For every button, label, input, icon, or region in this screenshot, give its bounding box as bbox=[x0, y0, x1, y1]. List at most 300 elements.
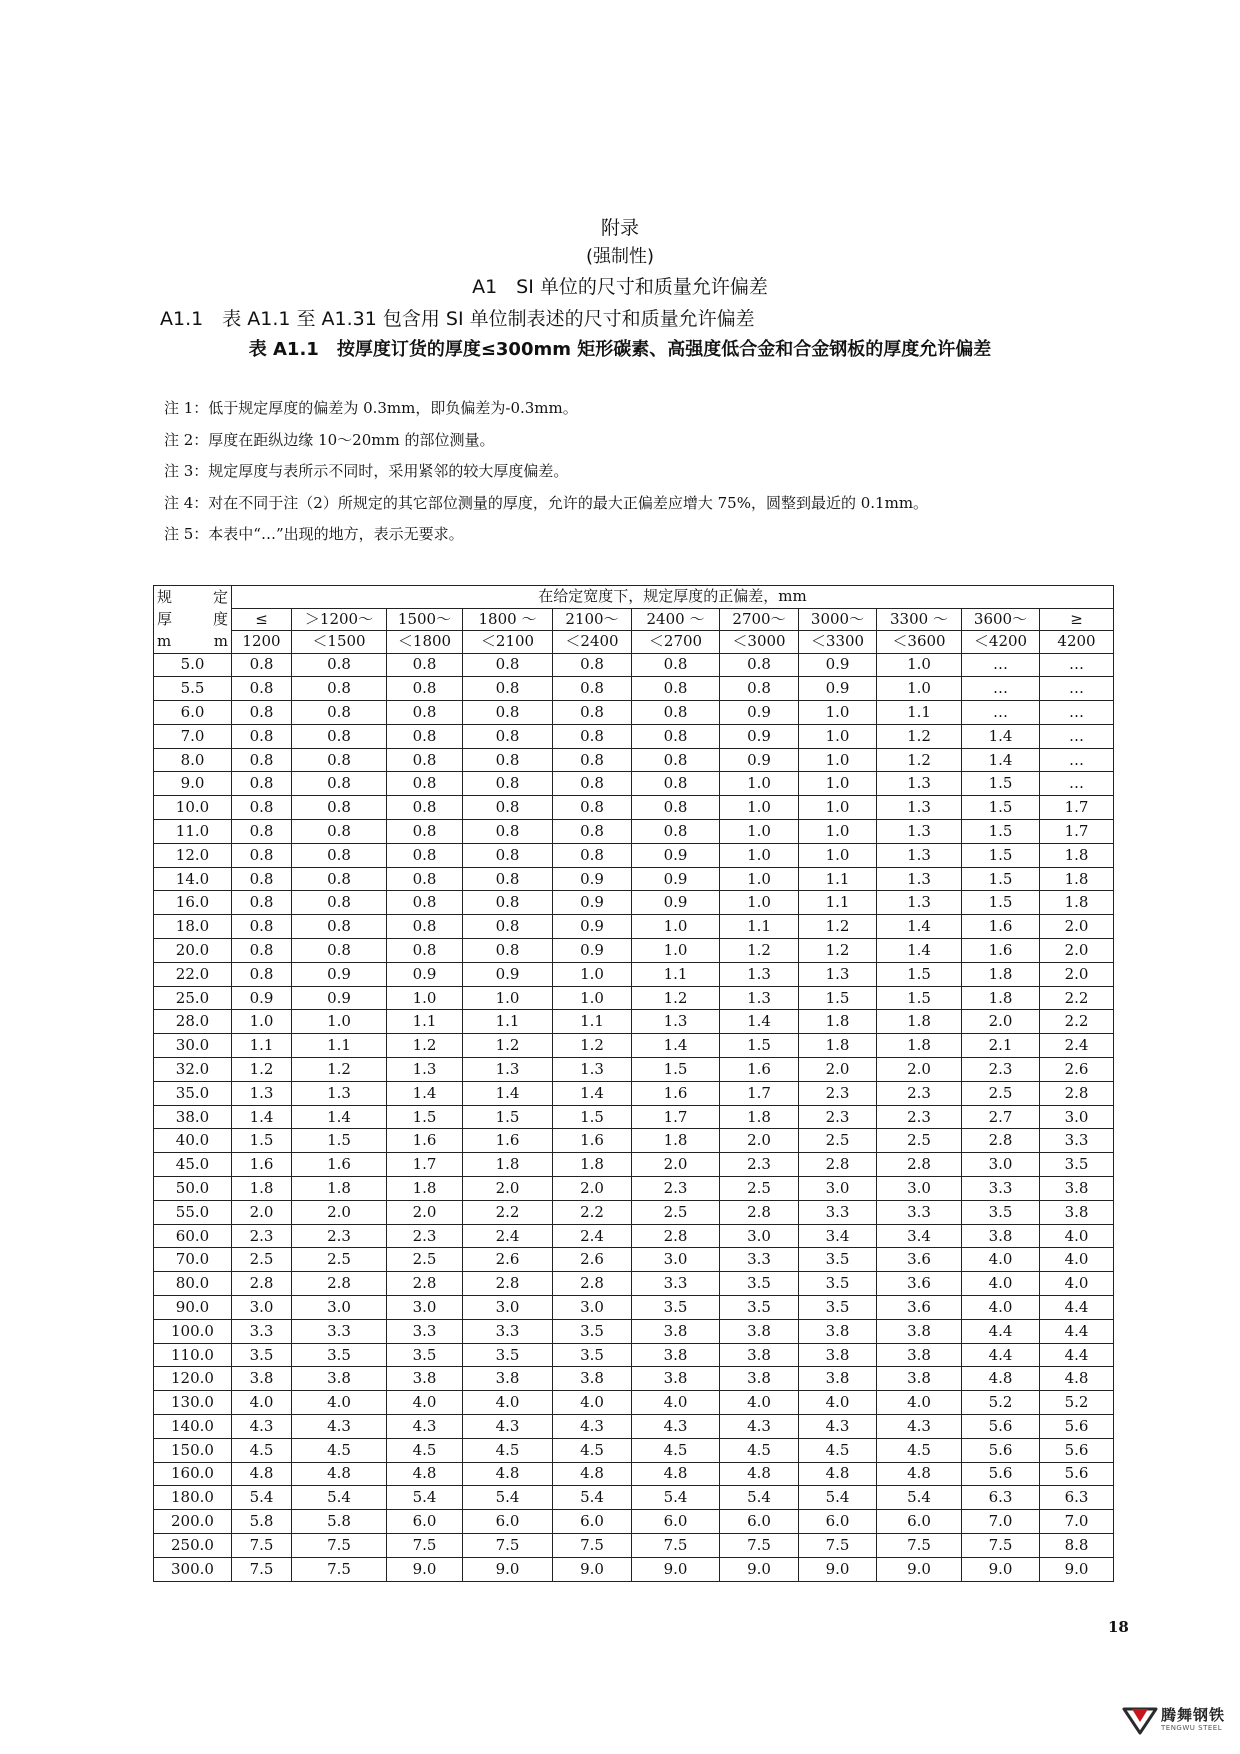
tolerance-cell: 2.8 bbox=[463, 1272, 553, 1296]
tolerance-cell: 2.5 bbox=[232, 1248, 292, 1272]
tolerance-cell: 3.0 bbox=[387, 1296, 463, 1320]
table-body bbox=[154, 586, 1114, 1582]
width-col-header: ＜2400 bbox=[553, 631, 632, 654]
tolerance-cell: 2.0 bbox=[292, 1200, 387, 1224]
tolerance-cell: 1.0 bbox=[799, 748, 877, 772]
tolerance-cell: 0.8 bbox=[232, 653, 292, 677]
thickness-cell: 30.0 bbox=[154, 1034, 232, 1058]
tolerance-cell: 0.8 bbox=[387, 843, 463, 867]
tolerance-cell: 3.3 bbox=[232, 1319, 292, 1343]
corner-line bbox=[157, 630, 228, 652]
tolerance-cell: 4.4 bbox=[962, 1319, 1040, 1343]
tolerance-cell: 3.5 bbox=[1040, 1153, 1114, 1177]
tolerance-cell: 1.8 bbox=[962, 962, 1040, 986]
tolerance-cell: 0.8 bbox=[292, 701, 387, 725]
tolerance-cell: 1.7 bbox=[720, 1081, 799, 1105]
tolerance-cell: 1.1 bbox=[553, 1010, 632, 1034]
tolerance-cell: 1.1 bbox=[232, 1034, 292, 1058]
tolerance-cell: 1.2 bbox=[877, 724, 962, 748]
tolerance-cell: 3.6 bbox=[877, 1272, 962, 1296]
tolerance-cell: 0.8 bbox=[463, 772, 553, 796]
width-col-header: ＜3300 bbox=[799, 631, 877, 654]
tolerance-cell: 2.5 bbox=[387, 1248, 463, 1272]
tolerance-cell: 9.0 bbox=[463, 1557, 553, 1581]
tolerance-cell: 1.0 bbox=[387, 986, 463, 1010]
tolerance-cell: 3.8 bbox=[553, 1367, 632, 1391]
tolerance-cell: 0.8 bbox=[632, 820, 720, 844]
table-row bbox=[154, 701, 1114, 725]
tolerance-cell: 3.8 bbox=[720, 1319, 799, 1343]
tolerance-cell: 1.4 bbox=[553, 1081, 632, 1105]
tolerance-cell: 6.0 bbox=[632, 1510, 720, 1534]
tolerance-cell: 0.8 bbox=[463, 891, 553, 915]
tolerance-cell: 2.5 bbox=[632, 1200, 720, 1224]
tolerance-cell: 3.0 bbox=[232, 1296, 292, 1320]
tolerance-cell: 4.4 bbox=[1040, 1319, 1114, 1343]
tolerance-cell: 0.8 bbox=[553, 796, 632, 820]
tolerance-cell: 4.0 bbox=[962, 1248, 1040, 1272]
thickness-cell: 16.0 bbox=[154, 891, 232, 915]
tolerance-cell: 1.0 bbox=[632, 939, 720, 963]
tolerance-cell: 1.3 bbox=[877, 772, 962, 796]
tolerance-cell: 4.0 bbox=[387, 1391, 463, 1415]
tolerance-cell: … bbox=[1040, 772, 1114, 796]
thickness-cell: 9.0 bbox=[154, 772, 232, 796]
tolerance-cell: 2.3 bbox=[799, 1105, 877, 1129]
tolerance-cell: 3.0 bbox=[720, 1224, 799, 1248]
tolerance-cell: 3.5 bbox=[463, 1343, 553, 1367]
tolerance-cell: 5.2 bbox=[962, 1391, 1040, 1415]
tolerance-cell: 1.8 bbox=[232, 1177, 292, 1201]
corner-char: m bbox=[157, 632, 172, 651]
tolerance-cell: 0.8 bbox=[553, 724, 632, 748]
tolerance-cell: 3.5 bbox=[962, 1200, 1040, 1224]
tolerance-cell: 3.0 bbox=[463, 1296, 553, 1320]
tolerance-cell: 3.8 bbox=[877, 1367, 962, 1391]
mandatory-label: (强制性) bbox=[585, 246, 655, 267]
thickness-cell: 7.0 bbox=[154, 724, 232, 748]
tolerance-cell: 6.0 bbox=[463, 1510, 553, 1534]
tolerance-cell: 0.8 bbox=[553, 677, 632, 701]
tolerance-cell: 2.0 bbox=[962, 1010, 1040, 1034]
tolerance-cell: 1.1 bbox=[632, 962, 720, 986]
tolerance-cell: 0.8 bbox=[292, 939, 387, 963]
tolerance-cell: 1.4 bbox=[962, 724, 1040, 748]
tolerance-cell: 1.4 bbox=[720, 1010, 799, 1034]
thickness-cell: 250.0 bbox=[154, 1533, 232, 1557]
tolerance-cell: 2.0 bbox=[632, 1153, 720, 1177]
tolerance-cell: 0.9 bbox=[463, 962, 553, 986]
tolerance-cell: 7.5 bbox=[799, 1533, 877, 1557]
table-row bbox=[154, 748, 1114, 772]
tolerance-cell: 3.0 bbox=[292, 1296, 387, 1320]
tolerance-cell: … bbox=[1040, 653, 1114, 677]
tolerance-cell: 0.8 bbox=[387, 915, 463, 939]
tolerance-cell: 1.6 bbox=[962, 939, 1040, 963]
tolerance-cell: 4.8 bbox=[463, 1462, 553, 1486]
tolerance-cell: 3.5 bbox=[720, 1272, 799, 1296]
tolerance-cell: 7.5 bbox=[962, 1533, 1040, 1557]
tolerance-cell: 0.8 bbox=[387, 701, 463, 725]
tolerance-cell: 0.9 bbox=[553, 891, 632, 915]
tolerance-cell: 0.8 bbox=[387, 820, 463, 844]
tolerance-cell: 1.4 bbox=[463, 1081, 553, 1105]
table-row bbox=[154, 677, 1114, 701]
tolerance-cell: 2.0 bbox=[553, 1177, 632, 1201]
tolerance-cell: 4.3 bbox=[463, 1415, 553, 1439]
tolerance-cell: 3.4 bbox=[799, 1224, 877, 1248]
thickness-cell: 35.0 bbox=[154, 1081, 232, 1105]
tolerance-cell: 2.2 bbox=[1040, 1010, 1114, 1034]
tolerance-cell: 1.3 bbox=[799, 962, 877, 986]
tolerance-cell: 2.4 bbox=[463, 1224, 553, 1248]
tolerance-cell: 9.0 bbox=[720, 1557, 799, 1581]
tolerance-cell: 3.8 bbox=[1040, 1200, 1114, 1224]
tolerance-cell: 4.0 bbox=[962, 1272, 1040, 1296]
tolerance-cell: 4.5 bbox=[463, 1438, 553, 1462]
table-row bbox=[154, 1200, 1114, 1224]
width-col-header: 3600～ bbox=[962, 608, 1040, 631]
table-header-row bbox=[154, 631, 1114, 654]
tolerance-cell: 7.5 bbox=[292, 1533, 387, 1557]
table-row bbox=[154, 891, 1114, 915]
tolerance-cell: 3.8 bbox=[877, 1343, 962, 1367]
tolerance-cell: 4.5 bbox=[292, 1438, 387, 1462]
tolerance-cell: 3.5 bbox=[553, 1343, 632, 1367]
table-row bbox=[154, 1010, 1114, 1034]
tolerance-cell: 5.6 bbox=[1040, 1415, 1114, 1439]
company-logo bbox=[1122, 1705, 1225, 1735]
tolerance-cell: 0.8 bbox=[292, 772, 387, 796]
tolerance-cell: 0.8 bbox=[553, 701, 632, 725]
tolerance-cell: 5.4 bbox=[877, 1486, 962, 1510]
tolerance-cell: 1.5 bbox=[292, 1129, 387, 1153]
tolerance-cell: 1.0 bbox=[799, 724, 877, 748]
tolerance-cell: 1.5 bbox=[720, 1034, 799, 1058]
tolerance-cell: 1.4 bbox=[632, 1034, 720, 1058]
corner-char: 规 bbox=[157, 588, 173, 607]
tolerance-cell: 0.8 bbox=[232, 772, 292, 796]
thickness-cell: 45.0 bbox=[154, 1153, 232, 1177]
tolerance-cell: 1.0 bbox=[720, 820, 799, 844]
tolerance-cell: 4.4 bbox=[1040, 1296, 1114, 1320]
tolerance-cell: 5.4 bbox=[463, 1486, 553, 1510]
tolerance-cell: 2.3 bbox=[877, 1105, 962, 1129]
corner-header bbox=[154, 586, 232, 654]
note-5: 注 5：本表中“…”出现的地方，表示无要求。 bbox=[164, 525, 464, 543]
tolerance-cell: 4.8 bbox=[720, 1462, 799, 1486]
tolerance-cell: 0.8 bbox=[387, 677, 463, 701]
tolerance-cell: 2.6 bbox=[1040, 1058, 1114, 1082]
tolerance-cell: 6.0 bbox=[720, 1510, 799, 1534]
tolerance-cell: 3.3 bbox=[387, 1319, 463, 1343]
note-3: 注 3：规定厚度与表所示不同时，采用紧邻的较大厚度偏差。 bbox=[164, 462, 569, 480]
tolerance-cell: 1.5 bbox=[962, 796, 1040, 820]
tolerance-cell: 5.8 bbox=[232, 1510, 292, 1534]
tolerance-cell: 0.8 bbox=[720, 653, 799, 677]
tolerance-cell: 0.8 bbox=[292, 653, 387, 677]
tolerance-cell: 1.2 bbox=[387, 1034, 463, 1058]
tolerance-cell: 0.8 bbox=[292, 677, 387, 701]
thickness-cell: 140.0 bbox=[154, 1415, 232, 1439]
tolerance-cell: 3.0 bbox=[962, 1153, 1040, 1177]
tolerance-cell: 4.8 bbox=[553, 1462, 632, 1486]
tolerance-cell: 5.6 bbox=[962, 1462, 1040, 1486]
width-col-header: ＜3000 bbox=[720, 631, 799, 654]
thickness-cell: 6.0 bbox=[154, 701, 232, 725]
table-row bbox=[154, 724, 1114, 748]
tolerance-cell: 1.2 bbox=[232, 1058, 292, 1082]
tolerance-cell: 1.2 bbox=[632, 986, 720, 1010]
tolerance-cell: 4.3 bbox=[232, 1415, 292, 1439]
table-row bbox=[154, 820, 1114, 844]
note-4: 注 4：对在不同于注（2）所规定的其它部位测量的厚度，允许的最大正偏差应增大 75%，圆整到最近的 0.1mm。 bbox=[164, 493, 929, 512]
tolerance-cell: 0.8 bbox=[632, 724, 720, 748]
table-header-row bbox=[154, 608, 1114, 631]
tolerance-cell: 7.5 bbox=[292, 1557, 387, 1581]
tolerance-cell: 1.5 bbox=[799, 986, 877, 1010]
tolerance-cell: 1.3 bbox=[463, 1058, 553, 1082]
width-col-header: ＜3600 bbox=[877, 631, 962, 654]
tolerance-cell: 0.9 bbox=[553, 915, 632, 939]
thickness-cell: 10.0 bbox=[154, 796, 232, 820]
tolerance-cell: 0.8 bbox=[463, 939, 553, 963]
width-col-header: ≥ bbox=[1040, 608, 1114, 631]
tolerance-cell: 4.5 bbox=[232, 1438, 292, 1462]
tolerance-cell: 2.0 bbox=[877, 1058, 962, 1082]
tolerance-cell: 0.8 bbox=[463, 867, 553, 891]
tolerance-cell: 6.0 bbox=[553, 1510, 632, 1534]
tolerance-cell: 4.3 bbox=[387, 1415, 463, 1439]
tolerance-cell: 1.1 bbox=[799, 891, 877, 915]
tolerance-cell: 4.0 bbox=[1040, 1272, 1114, 1296]
table-row bbox=[154, 962, 1114, 986]
tolerance-cell: 0.8 bbox=[463, 843, 553, 867]
tolerance-cell: 4.8 bbox=[387, 1462, 463, 1486]
tolerance-cell: 5.6 bbox=[962, 1415, 1040, 1439]
tolerance-cell: 6.0 bbox=[799, 1510, 877, 1534]
tolerance-cell: 1.0 bbox=[799, 772, 877, 796]
tolerance-cell: 2.3 bbox=[632, 1177, 720, 1201]
tolerance-cell: 0.8 bbox=[463, 915, 553, 939]
tolerance-cell: 1.5 bbox=[962, 867, 1040, 891]
subclause-heading: A1.1 表 A1.1 至 A1.31 包含用 SI 单位制表述的尺寸和质量允许偏差 bbox=[160, 308, 755, 330]
tolerance-cell: 7.5 bbox=[720, 1533, 799, 1557]
tolerance-cell: 9.0 bbox=[387, 1557, 463, 1581]
tolerance-cell: 0.9 bbox=[387, 962, 463, 986]
tolerance-cell: 0.8 bbox=[463, 701, 553, 725]
corner-char: 度 bbox=[212, 610, 228, 629]
tolerance-cell: 2.5 bbox=[962, 1081, 1040, 1105]
table-row bbox=[154, 653, 1114, 677]
tolerance-cell: 4.5 bbox=[387, 1438, 463, 1462]
tolerance-cell: 2.0 bbox=[720, 1129, 799, 1153]
tolerance-cell: 1.0 bbox=[720, 796, 799, 820]
thickness-cell: 18.0 bbox=[154, 915, 232, 939]
tolerance-cell: 2.3 bbox=[232, 1224, 292, 1248]
tolerance-cell: 1.0 bbox=[232, 1010, 292, 1034]
tolerance-cell: 1.0 bbox=[720, 772, 799, 796]
tolerance-cell: 1.8 bbox=[387, 1177, 463, 1201]
tolerance-cell: 2.3 bbox=[877, 1081, 962, 1105]
tolerance-cell: 7.5 bbox=[387, 1533, 463, 1557]
tolerance-cell: 1.6 bbox=[720, 1058, 799, 1082]
tolerance-cell: 7.5 bbox=[553, 1533, 632, 1557]
table-row bbox=[154, 1224, 1114, 1248]
tolerance-cell: 2.4 bbox=[553, 1224, 632, 1248]
tolerance-cell: 0.8 bbox=[292, 820, 387, 844]
tolerance-cell: 3.3 bbox=[292, 1319, 387, 1343]
tolerance-cell: 1.5 bbox=[553, 1105, 632, 1129]
tolerance-cell: 4.3 bbox=[553, 1415, 632, 1439]
tolerance-cell: 0.9 bbox=[553, 939, 632, 963]
tolerance-cell: 0.9 bbox=[292, 962, 387, 986]
tolerance-cell: 3.0 bbox=[632, 1248, 720, 1272]
tolerance-cell: 1.1 bbox=[720, 915, 799, 939]
tolerance-cell: 0.8 bbox=[387, 796, 463, 820]
table-row bbox=[154, 1105, 1114, 1129]
width-col-header: 2400 ～ bbox=[632, 608, 720, 631]
tolerance-cell: 0.8 bbox=[232, 677, 292, 701]
table-row bbox=[154, 843, 1114, 867]
table-row bbox=[154, 1129, 1114, 1153]
tolerance-cell: 0.8 bbox=[292, 843, 387, 867]
tolerance-cell: 1.2 bbox=[799, 915, 877, 939]
logo-name: 腾舞钢铁 bbox=[1161, 1706, 1226, 1724]
tolerance-cell: 3.5 bbox=[232, 1343, 292, 1367]
tolerance-cell: 2.3 bbox=[292, 1224, 387, 1248]
tolerance-cell: 1.1 bbox=[292, 1034, 387, 1058]
table-row bbox=[154, 1343, 1114, 1367]
tolerance-cell: 3.5 bbox=[632, 1296, 720, 1320]
tolerance-cell: 3.8 bbox=[799, 1319, 877, 1343]
tolerance-cell: 2.8 bbox=[387, 1272, 463, 1296]
tolerance-cell: 4.3 bbox=[292, 1415, 387, 1439]
tolerance-cell: 2.8 bbox=[292, 1272, 387, 1296]
tolerance-cell: 3.5 bbox=[799, 1272, 877, 1296]
tolerance-cell: 2.0 bbox=[1040, 915, 1114, 939]
thickness-cell: 100.0 bbox=[154, 1319, 232, 1343]
tolerance-cell: 4.0 bbox=[632, 1391, 720, 1415]
tolerance-cell: 3.8 bbox=[632, 1319, 720, 1343]
tolerance-cell: 1.1 bbox=[799, 867, 877, 891]
table-row bbox=[154, 1391, 1114, 1415]
tolerance-cell: 2.8 bbox=[632, 1224, 720, 1248]
tolerance-cell: 1.5 bbox=[877, 986, 962, 1010]
thickness-cell: 110.0 bbox=[154, 1343, 232, 1367]
tolerance-cell: 4.3 bbox=[632, 1415, 720, 1439]
tolerance-cell: 1.4 bbox=[877, 939, 962, 963]
tolerance-cell: 1.8 bbox=[553, 1153, 632, 1177]
table-row bbox=[154, 1248, 1114, 1272]
width-col-header: 3300 ～ bbox=[877, 608, 962, 631]
tolerance-cell: 4.5 bbox=[799, 1438, 877, 1462]
tolerance-cell: 1.8 bbox=[1040, 867, 1114, 891]
tolerance-cell: 2.2 bbox=[463, 1200, 553, 1224]
tolerance-cell: 2.3 bbox=[720, 1153, 799, 1177]
width-col-header: 2100～ bbox=[553, 608, 632, 631]
tolerance-cell: … bbox=[1040, 748, 1114, 772]
tolerance-cell: 3.8 bbox=[962, 1224, 1040, 1248]
tolerance-cell: 1.6 bbox=[632, 1081, 720, 1105]
tolerance-cell: 5.4 bbox=[292, 1486, 387, 1510]
tolerance-cell: 0.8 bbox=[292, 724, 387, 748]
tolerance-cell: 0.9 bbox=[553, 867, 632, 891]
table-row bbox=[154, 1510, 1114, 1534]
tolerance-cell: 3.5 bbox=[553, 1319, 632, 1343]
tolerance-cell: 0.8 bbox=[632, 677, 720, 701]
tolerance-cell: 0.8 bbox=[292, 915, 387, 939]
tolerance-cell: 1.0 bbox=[799, 701, 877, 725]
tolerance-cell: 1.5 bbox=[877, 962, 962, 986]
tolerance-cell: 1.5 bbox=[962, 891, 1040, 915]
thickness-cell: 55.0 bbox=[154, 1200, 232, 1224]
tolerance-cell: 2.6 bbox=[553, 1248, 632, 1272]
table-row bbox=[154, 1296, 1114, 1320]
tolerance-cell: 0.8 bbox=[387, 653, 463, 677]
tolerance-cell: 0.8 bbox=[387, 891, 463, 915]
width-group-header: 在给定宽度下，规定厚度的正偏差，mm bbox=[232, 586, 1114, 609]
tolerance-cell: 2.3 bbox=[799, 1081, 877, 1105]
tolerance-cell: 2.1 bbox=[962, 1034, 1040, 1058]
tolerance-cell: 0.8 bbox=[553, 748, 632, 772]
tolerance-cell: 3.8 bbox=[292, 1367, 387, 1391]
table-row bbox=[154, 1486, 1114, 1510]
tolerance-cell: 0.9 bbox=[292, 986, 387, 1010]
tolerance-cell: 1.2 bbox=[877, 748, 962, 772]
tolerance-cell: 0.8 bbox=[232, 820, 292, 844]
tolerance-cell: 4.0 bbox=[292, 1391, 387, 1415]
page-number: 18 bbox=[1108, 1618, 1129, 1636]
tolerance-cell: 4.0 bbox=[553, 1391, 632, 1415]
corner-line bbox=[157, 586, 228, 608]
tolerance-cell: 0.8 bbox=[463, 820, 553, 844]
tolerance-cell: 1.0 bbox=[292, 1010, 387, 1034]
tolerance-cell: 1.6 bbox=[292, 1153, 387, 1177]
tolerance-cell: 1.6 bbox=[232, 1153, 292, 1177]
tolerance-cell: 1.6 bbox=[962, 915, 1040, 939]
tolerance-cell: 4.5 bbox=[553, 1438, 632, 1462]
tolerance-cell: 7.5 bbox=[463, 1533, 553, 1557]
tolerance-cell: 3.6 bbox=[877, 1296, 962, 1320]
corner-char: 定 bbox=[212, 588, 228, 607]
tolerance-cell: … bbox=[1040, 677, 1114, 701]
table-row bbox=[154, 1367, 1114, 1391]
tolerance-cell: 3.3 bbox=[877, 1200, 962, 1224]
tolerance-cell: 4.0 bbox=[799, 1391, 877, 1415]
tolerance-cell: 7.0 bbox=[1040, 1510, 1114, 1534]
tolerance-cell: 5.4 bbox=[799, 1486, 877, 1510]
tolerance-cell: 4.4 bbox=[1040, 1343, 1114, 1367]
tolerance-cell: 6.3 bbox=[962, 1486, 1040, 1510]
tolerance-cell: 1.8 bbox=[799, 1010, 877, 1034]
tolerance-cell: 0.8 bbox=[387, 772, 463, 796]
table-header-row bbox=[154, 586, 1114, 609]
tolerance-cell: 3.8 bbox=[1040, 1177, 1114, 1201]
tolerance-cell: 7.5 bbox=[232, 1557, 292, 1581]
tolerance-cell: 4.8 bbox=[1040, 1367, 1114, 1391]
tolerance-cell: 0.8 bbox=[463, 748, 553, 772]
tolerance-cell: 1.3 bbox=[877, 891, 962, 915]
tolerance-cell: 7.5 bbox=[632, 1533, 720, 1557]
tolerance-cell: 3.3 bbox=[632, 1272, 720, 1296]
tolerance-cell: 3.3 bbox=[720, 1248, 799, 1272]
tolerance-cell: 1.4 bbox=[962, 748, 1040, 772]
tolerance-cell: 2.0 bbox=[1040, 939, 1114, 963]
tolerance-cell: 1.0 bbox=[877, 677, 962, 701]
tolerance-cell: 1.5 bbox=[962, 772, 1040, 796]
tolerance-cell: 1.3 bbox=[877, 796, 962, 820]
